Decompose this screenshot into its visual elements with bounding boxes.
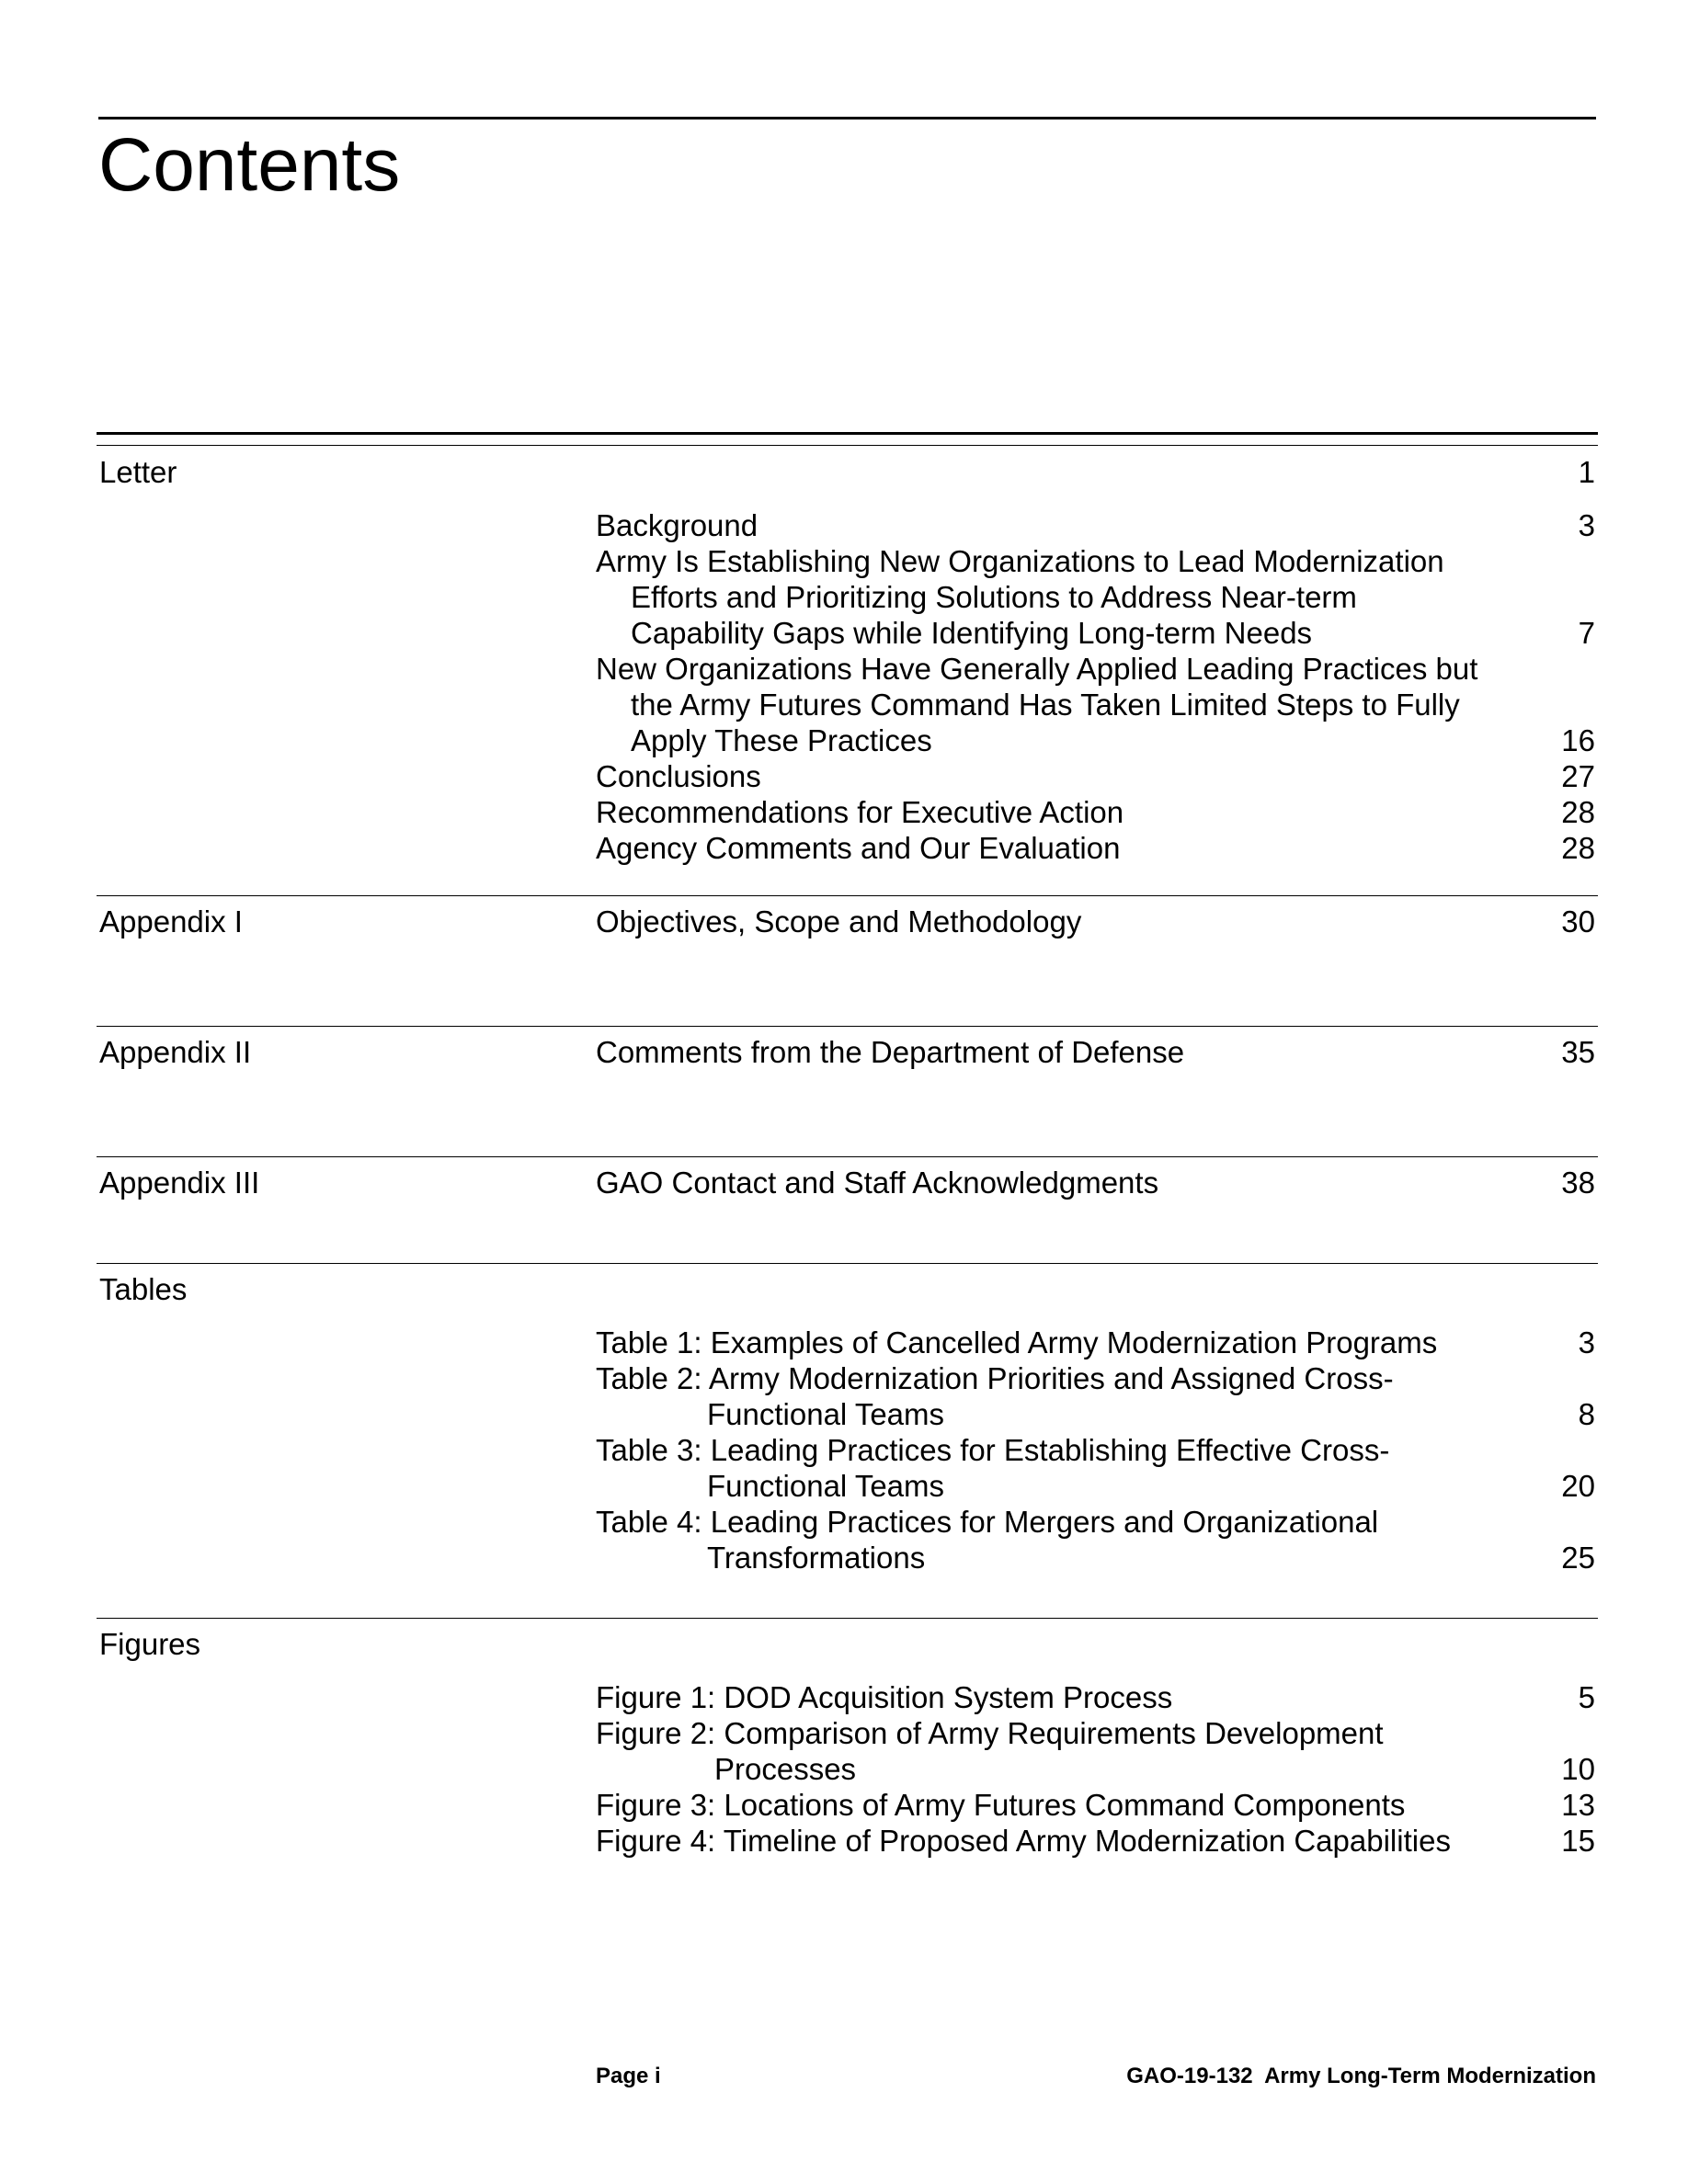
letter-label: Letter bbox=[99, 455, 177, 489]
toc-entry-text-continued: Functional Teams bbox=[707, 1397, 945, 1431]
toc-entry-page: 7 bbox=[1578, 616, 1595, 650]
appendix-i-entries bbox=[596, 904, 1595, 939]
toc-entry[interactable] bbox=[596, 830, 1595, 866]
toc-entry-page: 16 bbox=[1561, 723, 1595, 757]
toc-entry-page: 10 bbox=[1561, 1752, 1595, 1786]
page-title: Contents bbox=[98, 123, 401, 207]
toc-entry-text-continued: Capability Gaps while Identifying Long-term Needs bbox=[631, 616, 1313, 650]
figures-entries bbox=[596, 1679, 1595, 1859]
toc-entry-text: New Organizations Have Generally Applied Leading Practices but bbox=[596, 652, 1478, 686]
toc-entry-page: 13 bbox=[1561, 1788, 1595, 1822]
section-rule-thin bbox=[97, 445, 1598, 446]
toc-entry-page: 30 bbox=[1561, 904, 1595, 938]
toc-entry-text: Figure 2: Comparison of Army Requirements Development bbox=[596, 1716, 1384, 1750]
toc-entry-page: 5 bbox=[1578, 1680, 1595, 1714]
toc-entry[interactable] bbox=[596, 1823, 1595, 1859]
appendix-ii-entries bbox=[596, 1034, 1595, 1070]
toc-entry-text: Agency Comments and Our Evaluation bbox=[596, 831, 1121, 865]
top-rule bbox=[98, 117, 1596, 119]
toc-entry[interactable] bbox=[596, 1679, 1595, 1715]
footer-report-title: GAO-19-132 Army Long-Term Modernization bbox=[1126, 2064, 1596, 2088]
toc-entry[interactable] bbox=[596, 1715, 1595, 1787]
letter-entries bbox=[596, 507, 1595, 866]
appendix-iii-entries bbox=[596, 1165, 1595, 1200]
toc-entry[interactable] bbox=[596, 1432, 1595, 1504]
toc-entry-page: 35 bbox=[1561, 1035, 1595, 1069]
appendix-ii-label: Appendix II bbox=[99, 1035, 252, 1069]
toc-entry-text-continued: Efforts and Prioritizing Solutions to Address Near-term bbox=[631, 580, 1357, 614]
toc-entry-text-continued: the Army Futures Command Has Taken Limited Steps to Fully bbox=[631, 688, 1460, 722]
figures-section bbox=[97, 1618, 1598, 1894]
appendix-iii-section bbox=[97, 1156, 1598, 1264]
tables-section bbox=[97, 1263, 1598, 1619]
footer-page-label: Page i bbox=[596, 2064, 661, 2088]
toc-entry[interactable] bbox=[596, 758, 1595, 794]
toc-entry-page: 28 bbox=[1561, 795, 1595, 829]
toc-entry-text: Figure 3: Locations of Army Futures Command Components bbox=[596, 1788, 1406, 1822]
toc-entry-page: 8 bbox=[1578, 1397, 1595, 1431]
tables-label: Tables bbox=[99, 1272, 188, 1306]
toc-entry-page: 27 bbox=[1561, 759, 1595, 793]
toc-entry[interactable] bbox=[596, 1165, 1595, 1200]
letter-page-number: 1 bbox=[1578, 455, 1595, 489]
toc-entry[interactable] bbox=[596, 1360, 1595, 1432]
appendix-iii-label: Appendix III bbox=[99, 1166, 260, 1200]
toc-entry-page: 3 bbox=[1578, 508, 1595, 542]
toc-entry-text: Conclusions bbox=[596, 759, 761, 793]
toc-entry-page: 25 bbox=[1561, 1541, 1595, 1575]
toc-entry-text-continued: Apply These Practices bbox=[631, 723, 932, 757]
toc-entry-text-continued: Processes bbox=[714, 1752, 857, 1786]
toc-entry-text: Recommendations for Executive Action bbox=[596, 795, 1124, 829]
toc-entry[interactable] bbox=[596, 1325, 1595, 1360]
figures-label: Figures bbox=[99, 1627, 201, 1661]
toc-entry-text: Table 2: Army Modernization Priorities and Assigned Cross- bbox=[596, 1361, 1394, 1395]
toc-entry-text: Army Is Establishing New Organizations to Lead Modernization bbox=[596, 544, 1444, 578]
toc-entry-text: Figure 1: DOD Acquisition System Process bbox=[596, 1680, 1173, 1714]
toc-entry-page: 28 bbox=[1561, 831, 1595, 865]
toc-entry-page: 20 bbox=[1561, 1469, 1595, 1503]
toc-entry-text: Table 3: Leading Practices for Establishing Effective Cross- bbox=[596, 1433, 1390, 1467]
section-rule-thick bbox=[97, 432, 1598, 435]
appendix-ii-section bbox=[97, 1026, 1598, 1157]
toc-entry-page: 38 bbox=[1561, 1166, 1595, 1200]
toc-entry-text-continued: Functional Teams bbox=[707, 1469, 945, 1503]
toc-entry-text: Figure 4: Timeline of Proposed Army Modernization Capabilities bbox=[596, 1824, 1451, 1858]
toc-entry[interactable] bbox=[596, 651, 1595, 758]
toc-entry-text: Background bbox=[596, 508, 758, 542]
toc-entry-text-continued: Transformations bbox=[707, 1541, 926, 1575]
toc-entry[interactable] bbox=[596, 543, 1595, 651]
toc-entry[interactable] bbox=[596, 1787, 1595, 1823]
toc-entry-page: 3 bbox=[1578, 1325, 1595, 1359]
toc-entry[interactable] bbox=[596, 507, 1595, 543]
tables-entries bbox=[596, 1325, 1595, 1575]
toc-entry-text: Objectives, Scope and Methodology bbox=[596, 904, 1082, 938]
toc-entry-text: Table 4: Leading Practices for Mergers and Organizational bbox=[596, 1505, 1379, 1539]
toc-entry[interactable] bbox=[596, 1504, 1595, 1575]
appendix-i-label: Appendix I bbox=[99, 904, 243, 938]
toc-entry[interactable] bbox=[596, 794, 1595, 830]
toc-entry-page: 15 bbox=[1561, 1824, 1595, 1858]
toc-entry-text: Comments from the Department of Defense bbox=[596, 1035, 1185, 1069]
toc-entry-text: Table 1: Examples of Cancelled Army Modernization Programs bbox=[596, 1325, 1438, 1359]
toc-entry[interactable] bbox=[596, 904, 1595, 939]
appendix-i-section bbox=[97, 895, 1598, 1027]
toc-entry-text: GAO Contact and Staff Acknowledgments bbox=[596, 1166, 1159, 1200]
letter-section bbox=[97, 447, 1598, 895]
toc-entry[interactable] bbox=[596, 1034, 1595, 1070]
